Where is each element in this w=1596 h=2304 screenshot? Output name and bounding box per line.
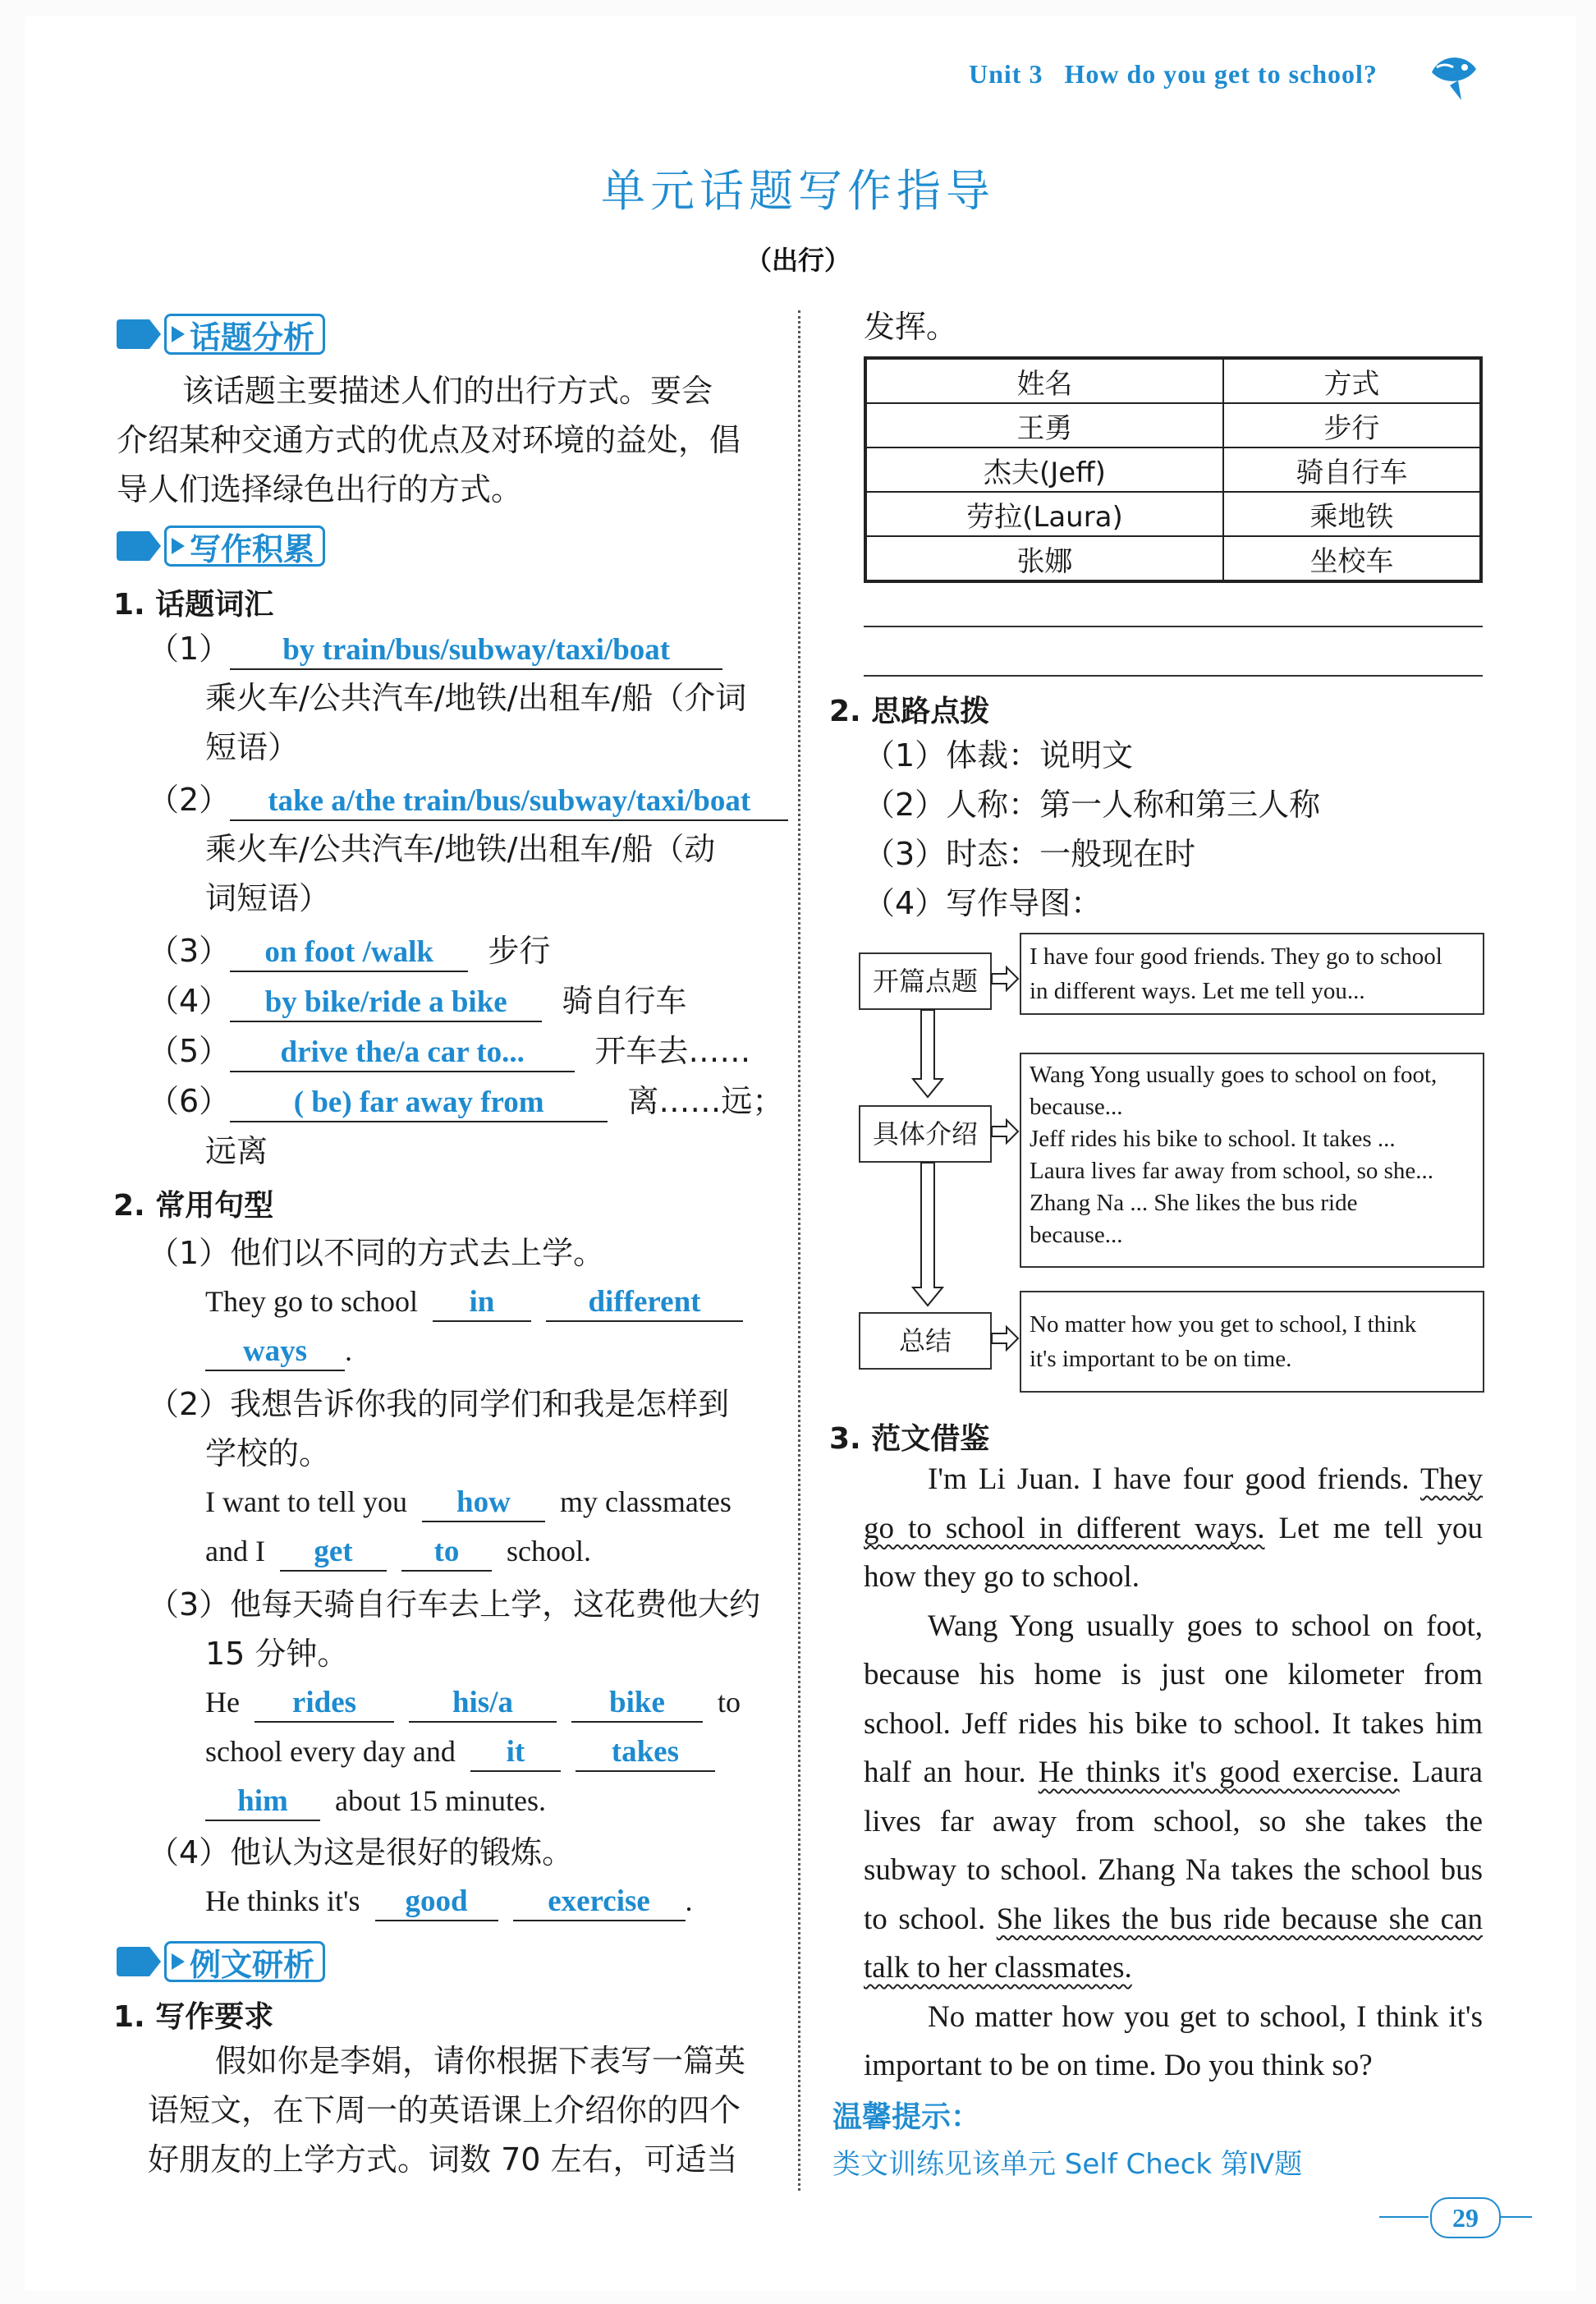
vocab-meaning: 短语） bbox=[205, 729, 300, 765]
pattern-en: He thinks it's good exercise . bbox=[205, 1884, 693, 1921]
pattern-cn: （1）他们以不同的方式去上学。 bbox=[148, 1235, 605, 1271]
friends-table bbox=[864, 356, 1483, 583]
pattern-en: him about 15 minutes. bbox=[205, 1783, 546, 1821]
table-cell: 乘地铁 bbox=[1223, 492, 1481, 536]
answer-blank: good bbox=[375, 1884, 498, 1921]
table-cell: 骑自行车 bbox=[1223, 447, 1481, 492]
vocab-meaning: 词短语） bbox=[205, 880, 331, 916]
writing-line bbox=[864, 626, 1483, 627]
answer-blank: it bbox=[470, 1734, 561, 1772]
ideas-item: （4）写作导图： bbox=[864, 885, 1103, 921]
topic-text-line: 介绍某种交通方式的优点及对环境的益处，倡 bbox=[117, 422, 741, 458]
section-header-writing-accumulation bbox=[117, 526, 325, 567]
answer-blank: drive the/a car to... bbox=[230, 1035, 575, 1072]
vocab-meaning: 乘火车/公共汽车/地铁/出租车/船（介词 bbox=[205, 680, 747, 716]
section-title: 例文研析 bbox=[190, 1946, 315, 1983]
table-cell: 张娜 bbox=[865, 536, 1223, 581]
table-row bbox=[865, 403, 1481, 447]
vocab-item-2: （2） take a/the train/bus/subway/taxi/boat bbox=[148, 775, 788, 824]
flow-text-summary: No matter how you get to school, I think it's important to be on time. bbox=[1020, 1291, 1484, 1393]
answer-blank: him bbox=[205, 1783, 320, 1821]
ideas-item: （2）人称：第一人称和第三人称 bbox=[864, 787, 1321, 823]
table-row bbox=[865, 536, 1481, 581]
requirement-line: 假如你是李娟，请你根据下表写一篇英 bbox=[215, 2043, 746, 2079]
answer-blank: different bbox=[546, 1284, 743, 1322]
tip-title: 温馨提示： bbox=[832, 2100, 981, 2134]
table-row bbox=[865, 492, 1481, 536]
writing-line bbox=[864, 675, 1483, 677]
flow-text-details: Wang Yong usually goes to school on foot, because... Jeff rides his bike to school. It takes ... Laura lives far away from school, so she... Zhang Na ... She likes the bus ride because... bbox=[1020, 1053, 1484, 1268]
answer-blank: in bbox=[433, 1284, 531, 1322]
flow-label-summary: 总结 bbox=[859, 1312, 992, 1370]
requirement-heading: 1. 写作要求 bbox=[113, 2000, 274, 2034]
section-title: 话题分析 bbox=[190, 319, 315, 356]
right-arrow-icon bbox=[992, 1327, 1018, 1350]
pattern-cn: （2）我想告诉你我的同学们和我是怎样到 bbox=[148, 1386, 730, 1422]
section-marker-icon bbox=[117, 1947, 149, 1976]
pattern-en: He rides his/a bike to bbox=[205, 1685, 741, 1723]
vocab-heading: 1. 话题词汇 bbox=[113, 588, 274, 622]
requirement-continued: 发挥。 bbox=[864, 309, 958, 345]
flow-text-opening: I have four good friends. They go to school in different ways. Let me tell you... bbox=[1020, 933, 1484, 1015]
answer-blank: ways bbox=[205, 1333, 345, 1371]
flow-label-details: 具体介绍 bbox=[859, 1105, 992, 1163]
section-title: 写作积累 bbox=[190, 530, 315, 567]
answer-blank: how bbox=[422, 1485, 545, 1522]
requirement-line: 语短文，在下周一的英语课上介绍你的四个 bbox=[148, 2092, 741, 2128]
table-cell: 杰夫(Jeff) bbox=[865, 447, 1223, 492]
column-divider bbox=[798, 310, 800, 2191]
requirement-line: 好朋友的上学方式。词数 70 左右，可适当 bbox=[148, 2141, 738, 2178]
pattern-en: They go to school in different bbox=[205, 1284, 743, 1322]
unit-title: How do you get to school? bbox=[1064, 59, 1378, 89]
essay-paragraph: I'm Li Juan. I have four good friends. They go to school in different ways. Let me tell you how they go to school. bbox=[864, 1462, 1483, 1594]
table-cell: 步行 bbox=[1223, 403, 1481, 447]
vocab-meaning: 乘火车/公共汽车/地铁/出租车/船（动 bbox=[205, 831, 716, 867]
pattern-en: school every day and it takes bbox=[205, 1734, 715, 1772]
essay-paragraph: Wang Yong usually goes to school on foot, because his home is just one kilometer from school. Jeff rides his bike to school. It takes him half an hour. He thinks it's good exercise. Laura lives far away from school, so she takes the subway to school. Zhang Na takes the school bus to school. She likes the bus ride because she can talk to her classmates. bbox=[864, 1609, 1483, 1985]
section-header-sample-analysis bbox=[117, 1941, 325, 1982]
page-title: 单元话题写作指导 bbox=[601, 165, 995, 217]
tip-text: 类文训练见该单元 Self Check 第Ⅳ题 bbox=[832, 2148, 1303, 2181]
pattern-cn: （3）他每天骑自行车去上学，这花费他大约 bbox=[148, 1586, 761, 1622]
fish-logo-icon bbox=[1425, 48, 1483, 105]
pattern-en: I want to tell you how my classmates bbox=[205, 1485, 732, 1522]
answer-blank: his/a bbox=[409, 1685, 557, 1723]
vocab-item-6: （6） ( be) far away from 离……远； bbox=[148, 1076, 783, 1126]
table-header-cell: 方式 bbox=[1223, 358, 1481, 403]
sample-essay bbox=[864, 1455, 1483, 2091]
answer-blank: to bbox=[401, 1534, 492, 1572]
down-arrow-icon bbox=[913, 1010, 942, 1097]
answer-blank: rides bbox=[255, 1685, 394, 1723]
section-marker-icon bbox=[117, 531, 149, 561]
table-cell: 王勇 bbox=[865, 403, 1223, 447]
answer-blank: by train/bus/subway/taxi/boat bbox=[230, 632, 722, 670]
page-subtitle: （出行） bbox=[745, 245, 851, 276]
pattern-en: ways . bbox=[205, 1333, 352, 1371]
answer-blank: takes bbox=[576, 1734, 715, 1772]
section-marker-icon bbox=[117, 319, 149, 349]
answer-blank: ( be) far away from bbox=[230, 1085, 608, 1122]
right-arrow-icon bbox=[992, 967, 1018, 990]
answer-blank: exercise bbox=[513, 1884, 686, 1921]
sample-heading: 3. 范文借鉴 bbox=[829, 1422, 990, 1456]
vocab-meaning: 远离 bbox=[205, 1133, 268, 1169]
answer-blank: bike bbox=[571, 1685, 703, 1723]
pattern-cn: 学校的。 bbox=[205, 1435, 331, 1471]
answer-blank: on foot /walk bbox=[230, 934, 468, 972]
page-number-rule bbox=[1499, 2216, 1532, 2218]
ideas-item: （3）时态：一般现在时 bbox=[864, 836, 1196, 872]
section-header-topic-analysis bbox=[117, 314, 325, 355]
unit-label: Unit 3 bbox=[969, 59, 1043, 89]
answer-blank: take a/the train/bus/subway/taxi/boat bbox=[230, 783, 788, 821]
pattern-cn: 15 分钟。 bbox=[205, 1636, 349, 1672]
flow-label-opening: 开篇点题 bbox=[859, 952, 992, 1010]
ideas-heading: 2. 思路点拨 bbox=[829, 695, 990, 728]
vocab-item-4: （4） by bike/ride a bike 骑自行车 bbox=[148, 976, 686, 1026]
table-cell: 劳拉(Laura) bbox=[865, 492, 1223, 536]
flow-arrows bbox=[854, 928, 1026, 1404]
page-number: 29 bbox=[1430, 2197, 1501, 2238]
running-header bbox=[969, 59, 1399, 89]
answer-blank: by bike/ride a bike bbox=[230, 984, 542, 1022]
vocab-item-1: （1） by train/bus/subway/taxi/boat bbox=[148, 624, 722, 673]
page-number-rule bbox=[1379, 2216, 1429, 2218]
pattern-cn: （4）他认为这是很好的锻炼。 bbox=[148, 1834, 574, 1870]
topic-text-line: 导人们选择绿色出行的方式。 bbox=[117, 471, 523, 507]
answer-blank: get bbox=[280, 1534, 387, 1572]
vocab-item-5: （5） drive the/a car to... 开车去…… bbox=[148, 1026, 750, 1076]
play-triangle-icon bbox=[172, 1953, 185, 1970]
table-header-cell: 姓名 bbox=[865, 358, 1223, 403]
table-header-row bbox=[865, 358, 1481, 403]
play-triangle-icon bbox=[172, 326, 185, 342]
vocab-item-3: （3） on foot /walk 步行 bbox=[148, 926, 550, 975]
play-triangle-icon bbox=[172, 538, 185, 554]
pattern-en: and I get to school. bbox=[205, 1534, 591, 1572]
down-arrow-icon bbox=[913, 1163, 942, 1306]
right-arrow-icon bbox=[992, 1120, 1018, 1143]
ideas-item: （1）体裁：说明文 bbox=[864, 737, 1134, 773]
patterns-heading: 2. 常用句型 bbox=[113, 1189, 274, 1223]
topic-text-line: 该话题主要描述人们的出行方式。要会 bbox=[182, 373, 713, 409]
essay-paragraph: No matter how you get to school, I think it's important to be on time. Do you think so? bbox=[864, 1999, 1483, 2082]
table-cell: 坐校车 bbox=[1223, 536, 1481, 581]
table-row bbox=[865, 447, 1481, 492]
